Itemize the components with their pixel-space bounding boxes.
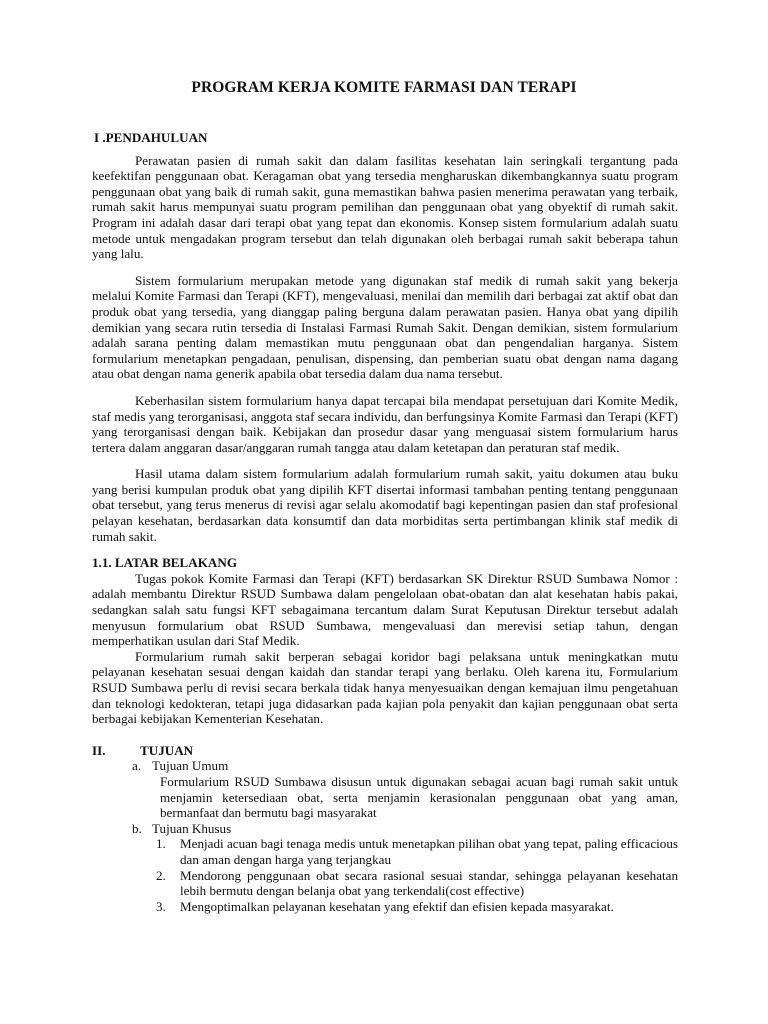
section-heading-latar-belakang: 1.1. LATAR BELAKANG [92, 555, 238, 571]
list-letter: a. [132, 758, 142, 774]
item-text: Mendorong penggunaan obat secara rasional sesuai standar, sehingga pelayanan kesehatan lebih bermutu dengan belanja obat yang terkendali(cost effective) [180, 867, 678, 899]
paragraph: Keberhasilan sistem formularium hanya dapat tercapai bila mendapat persetujuan dari Komite Medik, staf medis yang terorganisasi, anggota staf secara individu, dan berfungsinya Komite Farmasi dan Terapi (KFT) yang terorganisasi dengan baik. Kebijakan dan prosedur dasar yang menguasai sistem formularium harus tertera dalam anggaran dasar/anggaran rumah tangga atau dalam ketetapan dan peraturan staf medik. [92, 392, 678, 455]
list-item-tujuan-umum [132, 758, 678, 774]
numbered-item [156, 836, 678, 867]
paragraph: Sistem formularium merupakan metode yang digunakan staf medik di rumah sakit yang bekerja melalui Komite Farmasi dan Terapi (KFT), mengevaluasi, menilai dan memilih dari berbagai zat aktif obat dan produk obat yang tersedia, yang dianggap paling berguna dalam perawatan pasien. Hanya obat yang dipilih demikian yang secara rutin tersedia di Instalasi Farmasi Rumah Sakit. Dengan demikian, sistem formularium adalah sarana penting dalam memastikan mutu penggunaan obat dan pengendalian harganya. Sistem formularium menetapkan pengadaan, penulisan, dispensing, dan pemberian suatu obat dengan nama dagang atau obat dengan nama generik apabila obat tersedia dalam dua nama tersebut. [92, 272, 678, 382]
numbered-item [156, 868, 678, 899]
item-number: 3. [156, 898, 166, 914]
paragraph: Formularium rumah sakit berperan sebagai koridor bagi pelaksana untuk meningkatkan mutu pelayanan kesehatan sesuai dengan kaidah dan standar terapi yang berlaku. Oleh karena itu, Formularium RSUD Sumbawa perlu di revisi secara berkala tidak hanya menyesuaikan dengan kemajuan ilmu pengetahuan dan teknologi kedokteran, tetapi juga didasarkan pada kajian pola penyakit dan kajian penggunaan obat serta berbagai kebijakan Kementerian Kesehatan. [92, 648, 678, 727]
section-number: II. [92, 742, 106, 758]
paragraph: Tugas pokok Komite Farmasi dan Terapi (KFT) berdasarkan SK Direktur RSUD Sumbawa Nomor : adalah membantu Direktur RSUD Sumbawa dalam pengelolaan obat-obatan dan alat kesehatan habis pakai, sedangkan salah satu fungsi KFT sebagaimana tercantum dalam Surat Keputusan Direktur tersebut adalah menyusun formularium obat RSUD Sumbawa, mengevaluasi dan merevisi setiap tahun, dengan memperhatikan usulan dari Staf Medik. [92, 570, 678, 649]
section-heading-pendahuluan: I .PENDAHULUAN [94, 130, 208, 145]
item-text: Menjadi acuan bagi tenaga medis untuk menetapkan pilihan obat yang tepat, paling efficacious dan aman dengan harga yang terjangkau [180, 836, 678, 867]
section-heading-tujuan [92, 743, 678, 759]
paragraph: Hasil utama dalam sistem formularium adalah formularium rumah sakit, yaitu dokumen atau buku yang berisi kumpulan produk obat yang dipilih KFT disertai informasi tambahan penting tentang penggunaan obat tersebut, yang terus menerus di revisi agar selalu akomodatif bagi kepentingan pasien dan staf profesional pelayan kesehatan, berdasarkan data konsumtif dan data morbiditas serta pertimbangan klinik staf medik di rumah sakit. [92, 466, 678, 544]
list-label: Tujuan Khusus [152, 820, 232, 836]
item-text: Mengoptimalkan pelayanan kesehatan yang efektif dan efisien kepada masyarakat. [180, 898, 614, 914]
list-letter: b. [132, 820, 142, 836]
section-title: TUJUAN [140, 742, 194, 758]
item-number: 1. [156, 836, 166, 852]
tujuan-umum-text: Formularium RSUD Sumbawa disusun untuk digunakan sebagai acuan bagi rumah sakit untuk menjamin ketersediaan obat, serta menjamin kerasionalan penggunaan obat yang aman, bermanfaat dan bermutu bagi masyarakat [160, 773, 678, 821]
list-label: Tujuan Umum [152, 758, 229, 774]
page-title: PROGRAM KERJA KOMITE FARMASI DAN TERAPI [191, 79, 577, 96]
paragraph: Perawatan pasien di rumah sakit dan dalam fasilitas kesehatan lain seringkali tergantung pada keefektifan penggunaan obat. Keragaman obat yang tersedia mengharuskan dikembangkannya suatu program penggunaan obat yang baik di rumah sakit, guna memastikan bahwa pasien menerima perawatan yang terbaik, rumah sakit harus mempunyai suatu program pemilihan dan penggunaan obat yang obyektif di rumah sakit. Program ini adalah dasar dari terapi obat yang tepat dan ekonomis. Konsep sistem formularium adalah suatu metode untuk mengadakan program tersebut dan telah digunakan oleh berbagai rumah sakit beberapa tahun yang lalu. [92, 152, 678, 262]
numbered-item [156, 899, 678, 915]
document-body [92, 130, 678, 914]
list-item-tujuan-khusus [132, 821, 678, 837]
item-number: 2. [156, 867, 166, 883]
